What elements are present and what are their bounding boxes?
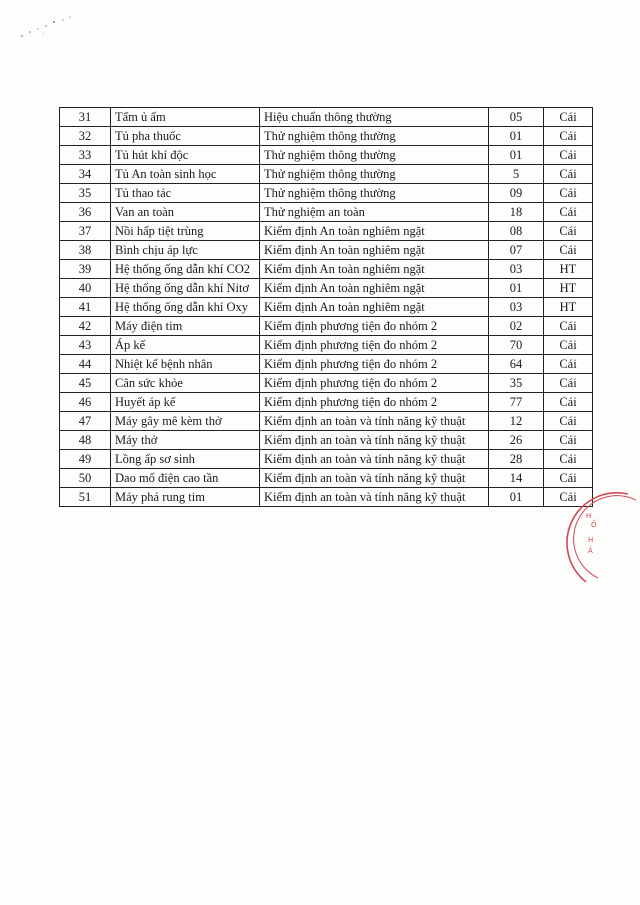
table-row bbox=[60, 374, 593, 393]
unit-cell: Cái bbox=[544, 184, 593, 203]
equipment-name-cell: Hệ thống ống dẫn khí Oxy bbox=[111, 298, 260, 317]
inspection-type-cell: Kiểm định phương tiện đo nhóm 2 bbox=[260, 355, 489, 374]
quantity-cell: 08 bbox=[489, 222, 544, 241]
unit-cell: Cái bbox=[544, 336, 593, 355]
table-row bbox=[60, 336, 593, 355]
unit-cell: Cái bbox=[544, 412, 593, 431]
unit-cell: Cái bbox=[544, 108, 593, 127]
inspection-type-cell: Kiểm định phương tiện đo nhóm 2 bbox=[260, 374, 489, 393]
row-number-cell: 33 bbox=[60, 146, 111, 165]
quantity-cell: 03 bbox=[489, 298, 544, 317]
table-row bbox=[60, 184, 593, 203]
quantity-cell: 05 bbox=[489, 108, 544, 127]
table-row bbox=[60, 260, 593, 279]
inspection-type-cell: Hiệu chuẩn thông thường bbox=[260, 108, 489, 127]
inspection-type-cell: Kiểm định phương tiện đo nhóm 2 bbox=[260, 317, 489, 336]
inspection-type-cell: Kiểm định an toàn và tính năng kỹ thuật bbox=[260, 450, 489, 469]
equipment-name-cell: Áp kế bbox=[111, 336, 260, 355]
inspection-type-cell: Kiểm định phương tiện đo nhóm 2 bbox=[260, 393, 489, 412]
row-number-cell: 35 bbox=[60, 184, 111, 203]
table-row bbox=[60, 165, 593, 184]
table-row bbox=[60, 241, 593, 260]
inspection-type-cell: Thử nghiệm thông thường bbox=[260, 165, 489, 184]
table-row bbox=[60, 146, 593, 165]
table-row bbox=[60, 222, 593, 241]
unit-cell: Cái bbox=[544, 488, 593, 507]
equipment-name-cell: Tủ An toàn sinh học bbox=[111, 165, 260, 184]
table-row bbox=[60, 393, 593, 412]
equipment-name-cell: Tủ thao tác bbox=[111, 184, 260, 203]
row-number-cell: 50 bbox=[60, 469, 111, 488]
unit-cell: Cái bbox=[544, 450, 593, 469]
row-number-cell: 51 bbox=[60, 488, 111, 507]
unit-cell: Cái bbox=[544, 431, 593, 450]
inspection-type-cell: Kiểm định an toàn và tính năng kỹ thuật bbox=[260, 488, 489, 507]
inspection-type-cell: Kiểm định phương tiện đo nhóm 2 bbox=[260, 336, 489, 355]
equipment-name-cell: Cân sức khỏe bbox=[111, 374, 260, 393]
inspection-type-cell: Thử nghiệm an toàn bbox=[260, 203, 489, 222]
row-number-cell: 45 bbox=[60, 374, 111, 393]
equipment-name-cell: Van an toàn bbox=[111, 203, 260, 222]
unit-cell: Cái bbox=[544, 146, 593, 165]
table-row bbox=[60, 355, 593, 374]
unit-cell: Cái bbox=[544, 469, 593, 488]
equipment-name-cell: Tủ hút khí độc bbox=[111, 146, 260, 165]
row-number-cell: 31 bbox=[60, 108, 111, 127]
equipment-name-cell: Máy điện tim bbox=[111, 317, 260, 336]
unit-cell: Cái bbox=[544, 393, 593, 412]
quantity-cell: 07 bbox=[489, 241, 544, 260]
quantity-cell: 01 bbox=[489, 488, 544, 507]
svg-text:Ả: Ả bbox=[588, 547, 593, 555]
svg-text:Ồ: Ồ bbox=[591, 521, 597, 529]
quantity-cell: 03 bbox=[489, 260, 544, 279]
unit-cell: Cái bbox=[544, 374, 593, 393]
table-row bbox=[60, 298, 593, 317]
row-number-cell: 41 bbox=[60, 298, 111, 317]
unit-cell: Cái bbox=[544, 203, 593, 222]
equipment-name-cell: Huyết áp kế bbox=[111, 393, 260, 412]
table-row bbox=[60, 108, 593, 127]
quantity-cell: 35 bbox=[489, 374, 544, 393]
inspection-type-cell: Thử nghiệm thông thường bbox=[260, 127, 489, 146]
quantity-cell: 64 bbox=[489, 355, 544, 374]
inspection-type-cell: Kiểm định An toàn nghiêm ngặt bbox=[260, 241, 489, 260]
table-row bbox=[60, 127, 593, 146]
table-row bbox=[60, 279, 593, 298]
row-number-cell: 47 bbox=[60, 412, 111, 431]
unit-cell: HT bbox=[544, 260, 593, 279]
equipment-name-cell: Lồng ấp sơ sinh bbox=[111, 450, 260, 469]
quantity-cell: 14 bbox=[489, 469, 544, 488]
table-row bbox=[60, 412, 593, 431]
quantity-cell: 01 bbox=[489, 146, 544, 165]
unit-cell: Cái bbox=[544, 222, 593, 241]
unit-cell: Cái bbox=[544, 355, 593, 374]
equipment-name-cell: Tấm ủ ấm bbox=[111, 108, 260, 127]
unit-cell: Cái bbox=[544, 165, 593, 184]
row-number-cell: 32 bbox=[60, 127, 111, 146]
quantity-cell: 01 bbox=[489, 127, 544, 146]
inspection-type-cell: Thử nghiệm thông thường bbox=[260, 184, 489, 203]
row-number-cell: 36 bbox=[60, 203, 111, 222]
equipment-name-cell: Nồi hấp tiệt trùng bbox=[111, 222, 260, 241]
equipment-name-cell: Máy thở bbox=[111, 431, 260, 450]
row-number-cell: 49 bbox=[60, 450, 111, 469]
quantity-cell: 12 bbox=[489, 412, 544, 431]
equipment-name-cell: Dao mổ điện cao tần bbox=[111, 469, 260, 488]
quantity-cell: 09 bbox=[489, 184, 544, 203]
equipment-name-cell: Máy gây mê kèm thở bbox=[111, 412, 260, 431]
inspection-type-cell: Kiểm định an toàn và tính năng kỹ thuật bbox=[260, 431, 489, 450]
unit-cell: HT bbox=[544, 298, 593, 317]
svg-text:H: H bbox=[588, 536, 594, 544]
equipment-name-cell: Hệ thống ống dẫn khí CO2 bbox=[111, 260, 260, 279]
row-number-cell: 38 bbox=[60, 241, 111, 260]
inspection-type-cell: Kiểm định An toàn nghiêm ngặt bbox=[260, 298, 489, 317]
quantity-cell: 26 bbox=[489, 431, 544, 450]
equipment-name-cell: Nhiệt kế bệnh nhân bbox=[111, 355, 260, 374]
inspection-type-cell: Kiểm định an toàn và tính năng kỹ thuật bbox=[260, 412, 489, 431]
quantity-cell: 01 bbox=[489, 279, 544, 298]
inspection-type-cell: Kiểm định An toàn nghiêm ngặt bbox=[260, 222, 489, 241]
row-number-cell: 37 bbox=[60, 222, 111, 241]
row-number-cell: 42 bbox=[60, 317, 111, 336]
equipment-table-body bbox=[60, 108, 593, 507]
quantity-cell: 5 bbox=[489, 165, 544, 184]
row-number-cell: 48 bbox=[60, 431, 111, 450]
table-row bbox=[60, 317, 593, 336]
row-number-cell: 40 bbox=[60, 279, 111, 298]
table-row bbox=[60, 431, 593, 450]
red-seal-stamp bbox=[566, 490, 640, 585]
quantity-cell: 18 bbox=[489, 203, 544, 222]
unit-cell: HT bbox=[544, 279, 593, 298]
scan-specks bbox=[18, 14, 88, 44]
equipment-name-cell: Hệ thống ống dẫn khí Nitơ bbox=[111, 279, 260, 298]
equipment-name-cell: Bình chịu áp lực bbox=[111, 241, 260, 260]
table-row bbox=[60, 469, 593, 488]
unit-cell: Cái bbox=[544, 317, 593, 336]
inspection-type-cell: Kiểm định An toàn nghiêm ngặt bbox=[260, 279, 489, 298]
row-number-cell: 39 bbox=[60, 260, 111, 279]
table-row bbox=[60, 203, 593, 222]
quantity-cell: 70 bbox=[489, 336, 544, 355]
row-number-cell: 46 bbox=[60, 393, 111, 412]
quantity-cell: 77 bbox=[489, 393, 544, 412]
row-number-cell: 43 bbox=[60, 336, 111, 355]
inspection-type-cell: Kiểm định An toàn nghiêm ngặt bbox=[260, 260, 489, 279]
quantity-cell: 28 bbox=[489, 450, 544, 469]
equipment-table bbox=[59, 107, 593, 507]
unit-cell: Cái bbox=[544, 127, 593, 146]
svg-text:H: H bbox=[586, 512, 592, 520]
inspection-type-cell: Kiểm định an toàn và tính năng kỹ thuật bbox=[260, 469, 489, 488]
table-row bbox=[60, 450, 593, 469]
row-number-cell: 34 bbox=[60, 165, 111, 184]
table-row bbox=[60, 488, 593, 507]
unit-cell: Cái bbox=[544, 241, 593, 260]
inspection-type-cell: Thử nghiệm thông thường bbox=[260, 146, 489, 165]
row-number-cell: 44 bbox=[60, 355, 111, 374]
quantity-cell: 02 bbox=[489, 317, 544, 336]
equipment-name-cell: Máy phá rung tim bbox=[111, 488, 260, 507]
equipment-name-cell: Tủ pha thuốc bbox=[111, 127, 260, 146]
